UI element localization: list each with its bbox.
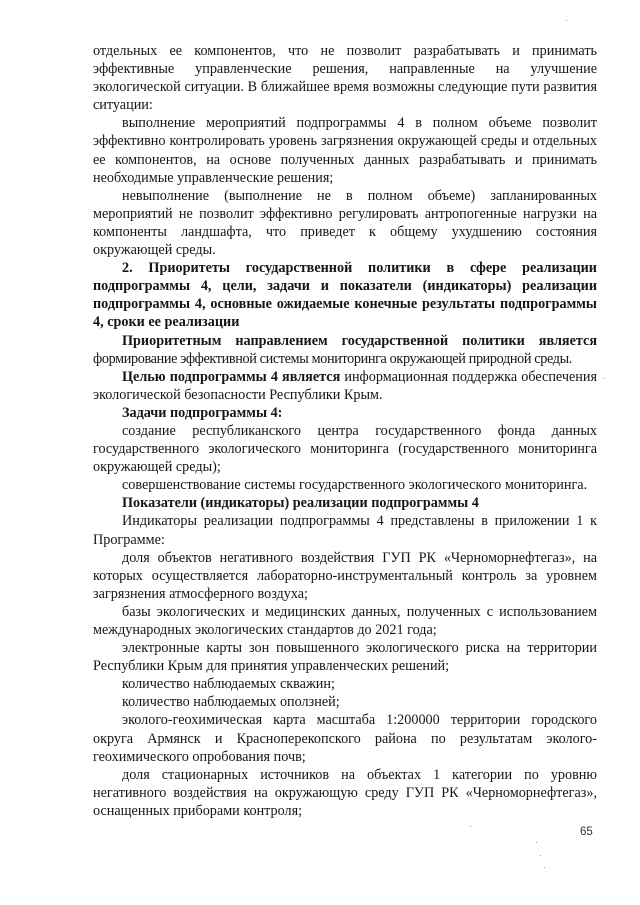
indicators-heading: Показатели (индикаторы) реализации подпрограммы 4 (122, 495, 479, 512)
paragraph: Индикаторы реализации подпрограммы 4 представлены в приложении 1 к Программе: (93, 513, 597, 548)
page-number: 65 (580, 826, 593, 838)
priority-heading: Приоритетным направлением государственной политики является (122, 332, 597, 349)
scan-speck (536, 842, 537, 843)
paragraph: формирование эффективной системы мониторинга окружающей природной среды. (93, 350, 572, 367)
scan-speck (540, 855, 541, 856)
goal-label: Целью подпрограммы 4 является (122, 368, 341, 385)
scan-speck (604, 378, 605, 379)
list-item: создание республиканского центра государственного фонда данных государственного экологического мониторинга (государственного мониторинга окружающей среды); (93, 422, 597, 476)
list-item: базы экологических и медицинских данных, полученных с использованием международных экологических стандартов до 2021 года; (93, 603, 597, 638)
list-item: доля объектов негативного воздействия ГУП РК «Черноморнефтегаз», на которых осуществляется лабораторно-инструментальный контроль за уровнем загрязнения атмосферного воздуха; (93, 549, 597, 602)
list-item: совершенствование системы государственного экологического мониторинга. (122, 477, 588, 494)
document-page (93, 42, 597, 820)
list-item: доля стационарных источников на объектах 1 категории по уровню негативного воздействия на окружающую среду ГУП РК «Черноморнефтегаз», оснащенных приборами контроля; (93, 766, 597, 819)
paragraph: невыполнение (выполнение не в полном объеме) запланированных мероприятий не позволит эффективно регулировать антропогенные нагрузки на компоненты ландшафта, что приведет к общему ухудшению состояния окружающей среды. (93, 187, 597, 259)
list-item: эколого-геохимическая карта масштаба 1:200000 территории городского округа Армянск и Красноперекопского района по результатам эколого-геохимического опробования почв; (93, 712, 597, 765)
tasks-heading: Задачи подпрограммы 4: (122, 404, 283, 421)
section-heading: 2. Приоритеты государственной политики в сфере реализации подпрограммы 4, цели, задачи и показатели (индикаторы) реализации подпрограммы 4, основные ожидаемые конечные результаты подпрограммы 4, сроки ее реализации (93, 260, 597, 331)
list-item: количество наблюдаемых оползней; (122, 694, 340, 711)
goal-text: информационная поддержка обеспечения экологической безопасности Республики Крым. (93, 368, 598, 403)
scan-speck (544, 867, 545, 868)
list-item: количество наблюдаемых скважин; (122, 676, 335, 693)
list-item: электронные карты зон повышенного экологического риска на территории Республики Крым для принятия управленческих решений; (93, 640, 597, 675)
goal-paragraph (93, 368, 597, 404)
paragraph: выполнение мероприятий подпрограммы 4 в полном объеме позволит эффективно контролировать уровень загрязнения окружающей среды и отдельных ее компонентов, на основе полученных данных разрабатывать и принимать необходимые управленческие решения; (93, 115, 597, 186)
scan-speck (566, 20, 567, 21)
scan-speck (470, 826, 471, 827)
paragraph: отдельных ее компонентов, что не позволит разрабатывать и принимать эффективные управленческие решения, направленные на улучшение экологической ситуации. В ближайшее время возможны следующие пути развития ситуации: (93, 43, 597, 114)
